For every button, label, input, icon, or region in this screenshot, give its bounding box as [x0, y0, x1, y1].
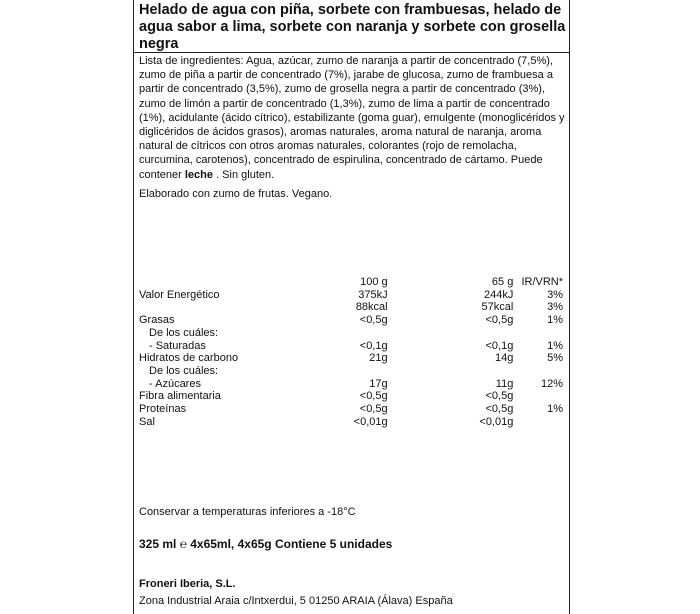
ingredients-suffix: . Sin gluten. — [213, 168, 275, 181]
elaborado-note: Elaborado con zumo de frutas. Vegano. — [139, 188, 333, 200]
product-title: Helado de agua con piña, sorbete con frambuesas, helado de agua sabor a lima, sorbete con naranja y sorbete con grosella negra — [139, 2, 566, 52]
nutrition-row: - Azúcares 17g 11g 12% — [149, 377, 563, 390]
nutrition-row: De los cuáles: — [149, 326, 219, 339]
nutrition-row: - Saturadas <0,1g <0,1g 1% — [149, 339, 563, 352]
nutrition-row: Sal <0,01g <0,01g — [139, 415, 514, 428]
storage-note: Conservar a temperaturas inferiores a -18°C — [139, 506, 356, 518]
nutrition-header-row — [139, 276, 567, 289]
company-name: Froneri Iberia, S.L. — [139, 578, 236, 590]
nutrition-row: De los cuáles: — [149, 364, 219, 377]
nutrition-row: Valor Energético 375kJ 244kJ 3% — [139, 288, 563, 301]
allergen-leche: leche — [184, 168, 214, 181]
nutrition-row: Proteínas <0,5g <0,5g 1% — [139, 403, 563, 416]
header-65g: 65 g — [491, 276, 514, 288]
ingredients-list — [139, 54, 567, 182]
nutrition-row: 88kcal 57kcal 3% — [355, 301, 563, 314]
ingredients-text: Lista de ingredientes: Agua, azúcar, zumo de naranja a partir de concentrado (7,5%), zumo de piña a partir de concentrado (7%), jarabe de glucosa, zumo de frambuesa a partir de concentrado (3,5%), zumo de grosella negra a partir de concentrado (3%), zumo de limón a partir de concentrado (1,3%), zumo de lima a partir de concentrado (1%), acidulante (ácido cítrico), estabilizante (goma guar), emulgente (monoglicéridos y diglicéridos de ácidos grasos), aromas naturales, aroma natural de naranja, aroma natural de cítricos con otros aromas naturales, colorantes (rojo de remolacha, curcumina, carotenos), concentrado de espirulina, concentrado de cártamo. Puede contener — [139, 55, 565, 181]
divider — [134, 52, 569, 53]
nutrition-row: Hidratos de carbono 21g 14g 5% — [139, 352, 563, 365]
header-ir-vrn: IR/VRN* — [521, 276, 563, 288]
nutrition-table — [139, 276, 567, 428]
product-label — [133, 0, 570, 614]
header-100g: 100 g — [360, 276, 388, 288]
net-quantity: 325 ml ℮ 4x65ml, 4x65g Contiene 5 unidades — [139, 537, 393, 551]
nutrition-row: Fibra alimentaria <0,5g <0,5g — [139, 390, 514, 403]
nutrition-row: Grasas <0,5g <0,5g 1% — [139, 314, 563, 327]
company-address: Zona Industrial Araia c/Intxerdui, 5 01250 ARAIA (Álava) España — [139, 595, 453, 607]
